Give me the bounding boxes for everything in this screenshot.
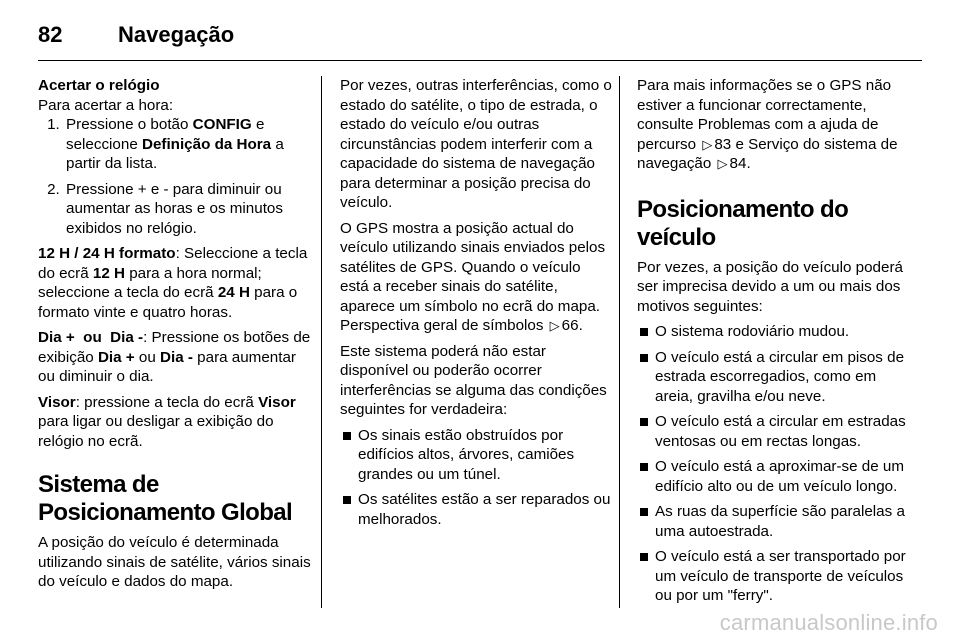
header-rule xyxy=(38,60,922,61)
page-header xyxy=(38,18,234,52)
square-bullet-icon xyxy=(640,508,648,516)
list-item: O veículo está a circular em estradas ventosas ou em rectas longas. xyxy=(637,412,907,451)
square-bullet-icon xyxy=(640,463,648,471)
square-bullet-icon xyxy=(343,496,351,504)
column-divider-1 xyxy=(321,76,322,608)
list-item: Os sinais estão obstruídos por edifícios altos, árvores, camiões grandes ou um túnel. xyxy=(340,426,612,485)
square-bullet-icon xyxy=(640,418,648,426)
arrow-icon: ▷ xyxy=(717,156,728,171)
list-item: As ruas da superfície são paralelas a uma autoestrada. xyxy=(637,502,907,541)
column-1 xyxy=(38,76,314,598)
clock-step-1: 1. Pressione o botão CONFIG e seleccione Definição da Hora a partir da lista. xyxy=(64,115,314,174)
arrow-icon: ▷ xyxy=(549,318,560,333)
list-item: O veículo está a circular em pisos de estrada escorregadios, como em areia, gravilha e/ou neve. xyxy=(637,348,907,407)
square-bullet-icon xyxy=(640,553,648,561)
column-3 xyxy=(637,76,907,612)
watermark: carmanualsonline.info xyxy=(719,610,938,635)
list-item: O veículo está a aproximar-se de um edifício alto ou de um veículo longo. xyxy=(637,457,907,496)
square-bullet-icon xyxy=(640,328,648,336)
square-bullet-icon xyxy=(343,432,351,440)
vehicle-position-heading: Posicionamento do veículo xyxy=(637,195,849,251)
section-title: Navegação xyxy=(118,22,235,47)
clock-intro: Para acertar a hora: xyxy=(38,96,174,114)
visor-paragraph: Visor: pressione a tecla do ecrã Visor para ligar ou desligar a exibição do relógio no ecrã. xyxy=(38,393,296,450)
arrow-icon: ▷ xyxy=(702,136,713,152)
availability-paragraph: Este sistema poderá não estar disponível ou poderão ocorrer interferências se alguma das condições seguintes for verdadeira: xyxy=(340,342,607,418)
more-info-paragraph: Para mais informações se o GPS não estiver a funcionar correctamente, consulte Problemas com a ajuda de percurso ▷ 83 e Serviço do sistema de navegação ▷ 84. xyxy=(637,77,898,172)
clock-steps xyxy=(38,115,314,238)
reasons-list xyxy=(637,322,907,606)
list-item: O sistema rodoviário mudou. xyxy=(637,322,907,342)
gps-intro: A posição do veículo é determinada utilizando sinais de satélite, vários sinais do veículo e dados do mapa. xyxy=(38,534,311,590)
list-item: O veículo está a ser transportado por um veículo de transporte de veículos ou por um "ferry". xyxy=(637,547,907,606)
gps-position-paragraph: O GPS mostra a posição actual do veículo utilizando sinais enviados pelos satélites de GPS. Quando o veículo está a receber sinais do satélite, aparece um símbolo no ecrã do mapa. Perspectiva geral de símbolos ▷ 66. xyxy=(340,219,606,334)
page-number: 82 xyxy=(38,22,63,47)
gps-heading: Sistema de Posicionamento Global xyxy=(38,471,293,526)
column-2 xyxy=(340,76,612,535)
vehicle-position-intro: Por vezes, a posição do veículo poderá ser imprecisa devido a um ou mais dos motivos seguintes: xyxy=(637,258,903,315)
square-bullet-icon xyxy=(640,354,648,362)
day-paragraph: Dia + ou Dia -: Pressione os botões de exibição Dia + ou Dia - para aumentar ou diminuir o dia. xyxy=(38,329,311,385)
column-divider-2 xyxy=(619,76,620,608)
interference-paragraph: Por vezes, outras interferências, como o estado do satélite, o tipo de estrada, o estado do veículo e/ou outras circunstâncias podem interferir com a capacidade do sistema de navegação para determinar a posição precisa do veículo. xyxy=(340,77,612,211)
clock-step-2: 2. Pressione + e - para diminuir ou aumentar as horas e os minutos exibidos no relógio. xyxy=(64,180,314,239)
conditions-list xyxy=(340,426,612,530)
clock-heading: Acertar o relógio xyxy=(38,77,160,94)
list-item: Os satélites estão a ser reparados ou melhorados. xyxy=(340,490,612,529)
format-paragraph: 12 H / 24 H formato: Seleccione a tecla do ecrã 12 H para a hora normal; seleccione a tecla do ecrã 24 H para o formato vinte e quatro horas. xyxy=(38,245,308,321)
